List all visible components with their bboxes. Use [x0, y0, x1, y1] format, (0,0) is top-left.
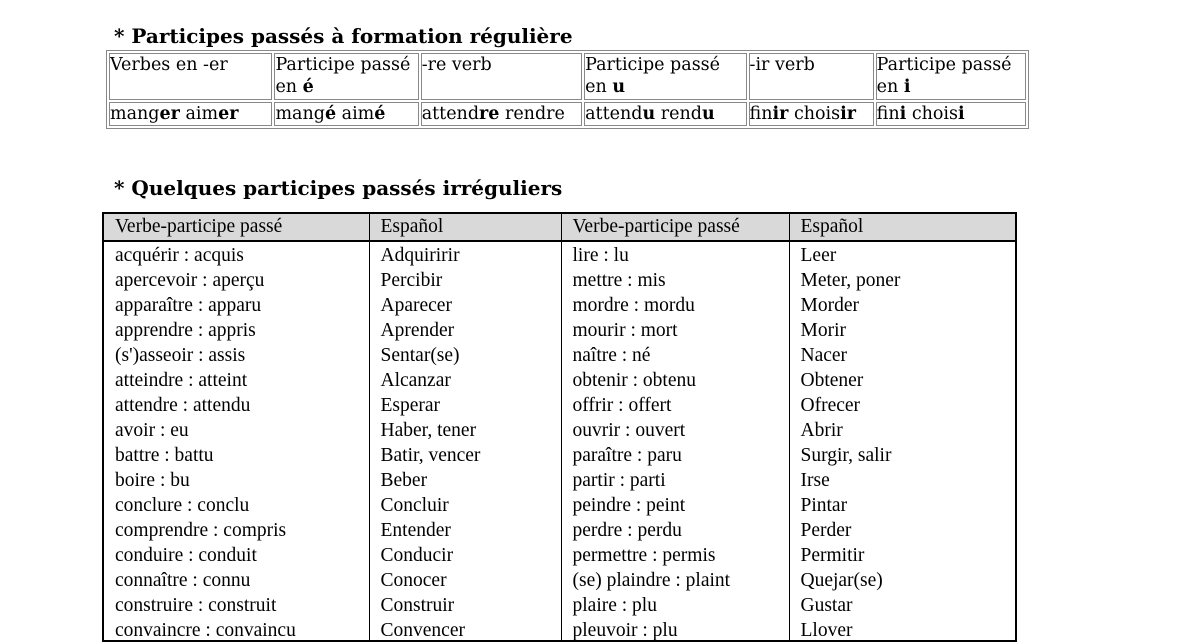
- text-run: attend: [421, 104, 480, 124]
- spanish-cell: Gustar: [800, 595, 853, 616]
- header-verb-participle: Verbe-participe passé: [561, 214, 789, 241]
- table-row: [104, 568, 1015, 593]
- text-run: Participe passé en: [585, 55, 721, 97]
- verb-participle-cell: permettre : permis: [561, 543, 789, 568]
- verb-participle-cell: lire : lu: [561, 241, 789, 268]
- regular-header-cell: [421, 53, 582, 100]
- spanish-cell: Obtener: [800, 370, 864, 391]
- bold-ending: é: [302, 77, 314, 97]
- spanish-cell: Esperar: [369, 393, 561, 418]
- verb-participle-cell: apprendre : appris: [104, 318, 369, 343]
- verb-participle-cell: apercevoir : aperçu: [104, 268, 369, 293]
- table-row: [104, 593, 1015, 618]
- text-run: -ir verb: [749, 55, 815, 75]
- verb-participle-cell: naître : né: [561, 343, 789, 368]
- verb-participle-cell: convaincre : convaincu: [104, 618, 369, 642]
- bold-ending: u: [701, 104, 715, 124]
- regular-section-title: * Participes passés à formation régulière: [114, 24, 573, 48]
- regular-participles-table: [106, 50, 1029, 129]
- table-row: [104, 468, 1015, 493]
- table-row: [104, 318, 1015, 343]
- text-run: fin: [876, 104, 900, 124]
- verb-participle-cell: plaire : plu: [561, 593, 789, 618]
- verb-participle-cell: pleuvoir : plu: [561, 618, 789, 642]
- text-run: Participe passé en: [275, 55, 411, 97]
- verb-participle-cell: obtenir : obtenu: [561, 368, 789, 393]
- verb-participle-cell: (s')asseoir : assis: [104, 343, 369, 368]
- spanish-cell: Quejar(se): [800, 570, 883, 591]
- spanish-cell: Leer: [800, 245, 837, 266]
- table-row: [104, 518, 1015, 543]
- spanish-cell: Morir: [800, 320, 846, 341]
- bold-ending: er: [159, 104, 180, 124]
- spanish-cell: Convencer: [369, 618, 561, 642]
- table-row: [104, 241, 1015, 268]
- header-spanish: Español: [789, 214, 1015, 241]
- irregular-participles-table-frame: [102, 212, 1017, 642]
- spanish-cell: Conocer: [369, 568, 561, 593]
- bold-ending: ir: [772, 104, 789, 124]
- verb-participle-cell: mettre : mis: [561, 268, 789, 293]
- bold-ending: i: [899, 104, 907, 124]
- verb-participle-cell: avoir : eu: [104, 418, 369, 443]
- table-row: [104, 618, 1015, 642]
- spanish-cell: Aprender: [369, 318, 561, 343]
- bold-ending: u: [642, 104, 656, 124]
- text-run: Verbes en -er: [110, 55, 228, 75]
- spanish-cell: Batir, vencer: [369, 443, 561, 468]
- table-row: [104, 418, 1015, 443]
- spanish-cell: Ofrecer: [800, 395, 861, 416]
- text-run: mang: [110, 104, 160, 124]
- verb-participle-cell: partir : parti: [561, 468, 789, 493]
- spanish-cell: Entender: [369, 518, 561, 543]
- table-row: [104, 293, 1015, 318]
- regular-header-cell: [876, 53, 1026, 100]
- text-run: Participe passé en: [876, 55, 1012, 97]
- regular-header-cell: [274, 53, 418, 100]
- text-run: chois: [906, 104, 958, 124]
- spanish-cell: Irse: [800, 470, 830, 491]
- spanish-cell: Haber, tener: [369, 418, 561, 443]
- table-row: [104, 543, 1015, 568]
- text-run: mang: [275, 104, 325, 124]
- text-run: fin: [749, 104, 773, 124]
- verb-participle-cell: mordre : mordu: [561, 293, 789, 318]
- spanish-cell: Construir: [369, 593, 561, 618]
- text-run: -re verb: [421, 55, 492, 75]
- bold-ending: u: [612, 77, 626, 97]
- verb-participle-cell: construire : construit: [104, 593, 369, 618]
- spanish-cell: Nacer: [800, 345, 848, 366]
- verb-participle-cell: perdre : perdu: [561, 518, 789, 543]
- spanish-cell: Llover: [800, 620, 853, 641]
- spanish-cell: Meter, poner: [800, 270, 901, 291]
- bold-ending: é: [324, 104, 337, 124]
- bold-ending: i: [903, 77, 911, 97]
- regular-example-cell: [274, 102, 418, 126]
- spanish-cell: Abrir: [800, 420, 843, 441]
- irregular-table-body: [104, 241, 1015, 642]
- spanish-cell: Concluir: [369, 493, 561, 518]
- regular-example-cell: [584, 102, 746, 126]
- spanish-cell: Morder: [800, 295, 859, 316]
- irregular-header-row: [104, 214, 1015, 241]
- table-row: [104, 268, 1015, 293]
- irregular-section-title: * Quelques participes passés irréguliers: [114, 176, 563, 200]
- bold-ending: i: [958, 104, 965, 124]
- spanish-cell: Alcanzar: [369, 368, 561, 393]
- text-run: attend: [585, 104, 643, 124]
- header-spanish: Español: [369, 214, 561, 241]
- table-row: [104, 443, 1015, 468]
- spanish-cell: Percibir: [369, 268, 561, 293]
- regular-header-cell: [584, 53, 746, 100]
- verb-participle-cell: acquérir : acquis: [104, 241, 369, 268]
- verb-participle-cell: battre : battu: [104, 443, 369, 468]
- verb-participle-cell: (se) plaindre : plaint: [561, 568, 789, 593]
- text-run: aim: [336, 104, 375, 124]
- verb-participle-cell: connaître : connu: [104, 568, 369, 593]
- spanish-cell: Surgir, salir: [800, 445, 892, 466]
- verb-participle-cell: ouvrir : ouvert: [561, 418, 789, 443]
- table-row: [104, 343, 1015, 368]
- verb-participle-cell: atteindre : atteint: [104, 368, 369, 393]
- spanish-cell: Perder: [800, 520, 852, 541]
- verb-participle-cell: boire : bu: [104, 468, 369, 493]
- spanish-cell: Beber: [369, 468, 561, 493]
- table-row: [104, 368, 1015, 393]
- spanish-cell: Permitir: [800, 545, 865, 566]
- regular-example-row: [109, 102, 1026, 126]
- bold-ending: er: [218, 104, 239, 124]
- text-run: aim: [179, 104, 219, 124]
- bold-ending: re: [479, 104, 500, 124]
- spanish-cell: Pintar: [800, 495, 848, 516]
- verb-participle-cell: offrir : offert: [561, 393, 789, 418]
- table-row: [104, 493, 1015, 518]
- verb-participle-cell: comprendre : compris: [104, 518, 369, 543]
- regular-example-cell: [109, 102, 272, 126]
- regular-header-cell: [749, 53, 874, 100]
- verb-participle-cell: conduire : conduit: [104, 543, 369, 568]
- verb-participle-cell: conclure : conclu: [104, 493, 369, 518]
- spanish-cell: Adquiririr: [369, 241, 561, 268]
- verb-participle-cell: apparaître : apparu: [104, 293, 369, 318]
- regular-example-cell: [749, 102, 874, 126]
- verb-participle-cell: mourir : mort: [561, 318, 789, 343]
- verb-participle-cell: paraître : paru: [561, 443, 789, 468]
- header-verb-participle: Verbe-participe passé: [104, 214, 369, 241]
- bold-ending: é: [374, 104, 386, 124]
- text-run: rend: [655, 104, 702, 124]
- irregular-participles-table: [104, 214, 1015, 642]
- regular-example-cell: [876, 102, 1026, 126]
- bold-ending: ir: [840, 104, 856, 124]
- regular-header-row: [109, 53, 1026, 100]
- verb-participle-cell: peindre : peint: [561, 493, 789, 518]
- table-row: [104, 393, 1015, 418]
- spanish-cell: Conducir: [369, 543, 561, 568]
- regular-header-cell: [109, 53, 272, 100]
- verb-participle-cell: attendre : attendu: [104, 393, 369, 418]
- regular-example-cell: [421, 102, 582, 126]
- spanish-cell: Aparecer: [369, 293, 561, 318]
- spanish-cell: Sentar(se): [369, 343, 561, 368]
- text-run: chois: [788, 104, 841, 124]
- text-run: rendre: [499, 104, 565, 124]
